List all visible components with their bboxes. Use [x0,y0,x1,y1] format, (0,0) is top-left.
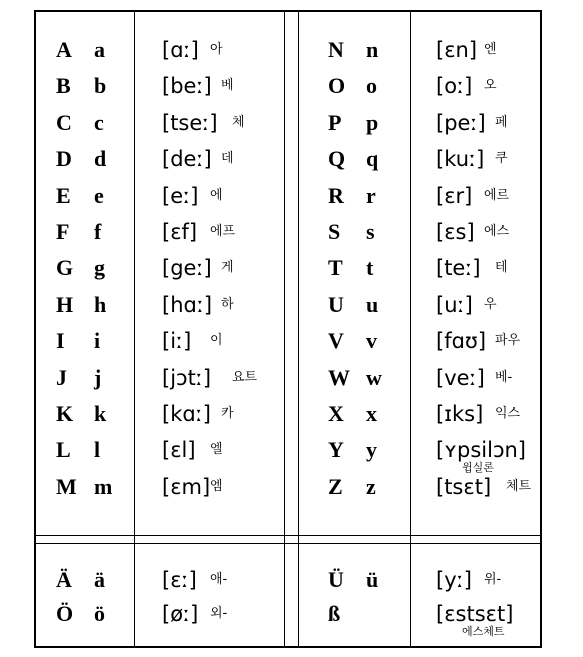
letter-row [36,287,540,323]
letter-row [36,32,540,68]
korean-reading: 카 [221,406,234,421]
lowercase-letter: l [94,437,101,463]
ipa-pronunciation: [ɛr] [436,183,473,208]
letter-row [36,596,540,638]
uppercase-letter: D [56,146,72,172]
uppercase-letter: ß [328,601,341,626]
uppercase-letter: Ä [56,567,72,592]
ipa-pronunciation: [ɛn] [436,38,478,62]
ipa-pronunciation: [fɑʊ] [436,329,487,354]
uppercase-letter: Z [328,473,343,499]
korean-reading: 오 [484,78,497,94]
ipa-pronunciation: [tsɛt] [436,474,492,499]
ipa-pronunciation: [jɔtː] [162,365,212,390]
korean-reading: 에스 [484,224,510,239]
lowercase-letter: w [366,364,382,390]
ipa-pronunciation: [geː] [162,256,212,281]
uppercase-letter: R [328,182,344,208]
korean-reading: 베- [495,369,513,385]
lowercase-letter: y [366,437,377,463]
korean-reading: 애- [210,572,228,587]
lowercase-letter: t [366,255,374,281]
ipa-pronunciation: [kɑː] [162,402,211,426]
ipa-pronunciation: [ɛː] [162,568,197,592]
ipa-pronunciation: [ɪks] [436,402,484,426]
korean-reading: 위- [484,572,502,587]
ipa-pronunciation: [oː] [436,74,473,99]
ipa-pronunciation: [beː] [162,74,212,99]
uppercase-letter: W [328,364,350,390]
lowercase-letter: d [94,146,107,172]
letter-row [36,396,540,432]
korean-reading: 엘 [210,442,223,458]
uppercase-letter: M [56,473,77,499]
uppercase-letter: Ö [56,601,74,626]
uppercase-letter: C [56,109,72,135]
uppercase-letter: L [56,437,71,463]
uppercase-letter: B [56,73,71,99]
korean-reading: 에스체트 [462,625,505,638]
korean-reading: 체 [232,114,245,130]
ipa-pronunciation: [yː] [436,568,472,592]
lowercase-letter: ö [94,601,105,626]
ipa-pronunciation: [deː] [162,147,212,172]
uppercase-letter: X [328,401,344,426]
lowercase-letter: n [366,37,379,62]
letter-row [36,432,540,475]
letter-row [36,105,540,141]
ipa-pronunciation: [eː] [162,183,199,208]
lowercase-letter: k [94,401,107,426]
ipa-pronunciation: [ʏpsilɔn] [436,438,526,463]
korean-reading: 체트 [506,478,532,494]
letter-row [36,178,540,214]
korean-reading: 테 [495,260,508,276]
korean-reading: 에 [210,187,223,203]
korean-reading: 우 [484,296,497,312]
uppercase-letter: Q [328,146,346,172]
korean-reading: 이 [210,333,223,349]
korean-reading: 데 [221,151,234,167]
lowercase-letter: ü [366,567,379,592]
ipa-pronunciation: [peː] [436,110,486,135]
letter-row [36,214,540,250]
uppercase-letter: H [56,291,74,317]
lowercase-letter: g [94,255,105,281]
lowercase-letter: u [366,291,379,317]
ipa-pronunciation: [ɛs] [436,220,475,244]
ipa-pronunciation: [ɛstsɛt] [436,602,514,626]
ipa-pronunciation: [teː] [436,256,481,281]
korean-reading: 에르 [484,187,510,203]
lowercase-letter: j [94,364,102,390]
uppercase-letter: P [328,109,342,135]
letter-row [36,323,540,359]
korean-reading: 에프 [210,224,236,239]
lowercase-letter: p [366,109,379,135]
letter-row [36,141,540,177]
uppercase-letter: U [328,291,344,317]
lowercase-letter: z [366,473,376,499]
uppercase-letter: A [56,37,72,62]
ipa-pronunciation: [uː] [436,292,473,317]
lowercase-letter: s [366,219,375,244]
uppercase-letter: V [328,328,344,354]
uppercase-letter: N [328,37,344,62]
uppercase-letter: J [56,364,67,390]
lowercase-letter: x [366,401,377,426]
ipa-pronunciation: [iː] [162,329,192,354]
uppercase-letter: Ü [328,567,344,592]
uppercase-letter: E [56,182,71,208]
uppercase-letter: S [328,219,341,244]
korean-reading: 요트 [232,369,258,385]
korean-reading: 페 [495,114,508,130]
section-divider [36,535,540,536]
lowercase-letter: v [366,328,377,354]
korean-reading: 베 [221,78,234,94]
korean-reading: 엠 [210,478,223,494]
letter-row [36,68,540,104]
ipa-pronunciation: [tseː] [162,110,218,135]
lowercase-letter: h [94,291,107,317]
lowercase-letter: e [94,182,104,208]
lowercase-letter: ä [94,567,105,592]
korean-reading: 외- [210,606,228,621]
section-divider [36,543,540,544]
uppercase-letter: Y [328,437,344,463]
ipa-pronunciation: [kuː] [436,147,485,172]
lowercase-letter: q [366,146,379,172]
lowercase-letter: o [366,73,377,99]
ipa-pronunciation: [hɑː] [162,292,213,317]
korean-reading: 익스 [495,406,521,421]
uppercase-letter: G [56,255,74,281]
alphabet-table [34,10,542,648]
korean-reading: 윕실론 [462,461,494,475]
letter-row [36,360,540,396]
ipa-pronunciation: [øː] [162,602,199,626]
korean-reading: 쿠 [495,151,508,167]
lowercase-letter: m [94,473,113,499]
korean-reading: 게 [221,260,234,276]
korean-reading: 하 [221,296,234,312]
lowercase-letter: b [94,73,107,99]
korean-reading: 아 [210,42,223,57]
lowercase-letter: i [94,328,101,354]
lowercase-letter: r [366,182,376,208]
letter-row [36,250,540,286]
lowercase-letter: c [94,109,104,135]
uppercase-letter: T [328,255,343,281]
lowercase-letter: a [94,37,105,62]
ipa-pronunciation: [ɑː] [162,38,199,62]
ipa-pronunciation: [veː] [436,365,485,390]
ipa-pronunciation: [ɛf] [162,220,198,244]
korean-reading: 엔 [484,42,497,57]
uppercase-letter: O [328,73,346,99]
uppercase-letter: I [56,328,65,354]
uppercase-letter: F [56,219,70,244]
lowercase-letter: f [94,219,102,244]
uppercase-letter: K [56,401,74,426]
korean-reading: 파우 [495,333,521,349]
ipa-pronunciation: [ɛm] [162,474,211,499]
letter-row [36,469,540,505]
letter-row [36,562,540,598]
ipa-pronunciation: [ɛl] [162,438,196,463]
